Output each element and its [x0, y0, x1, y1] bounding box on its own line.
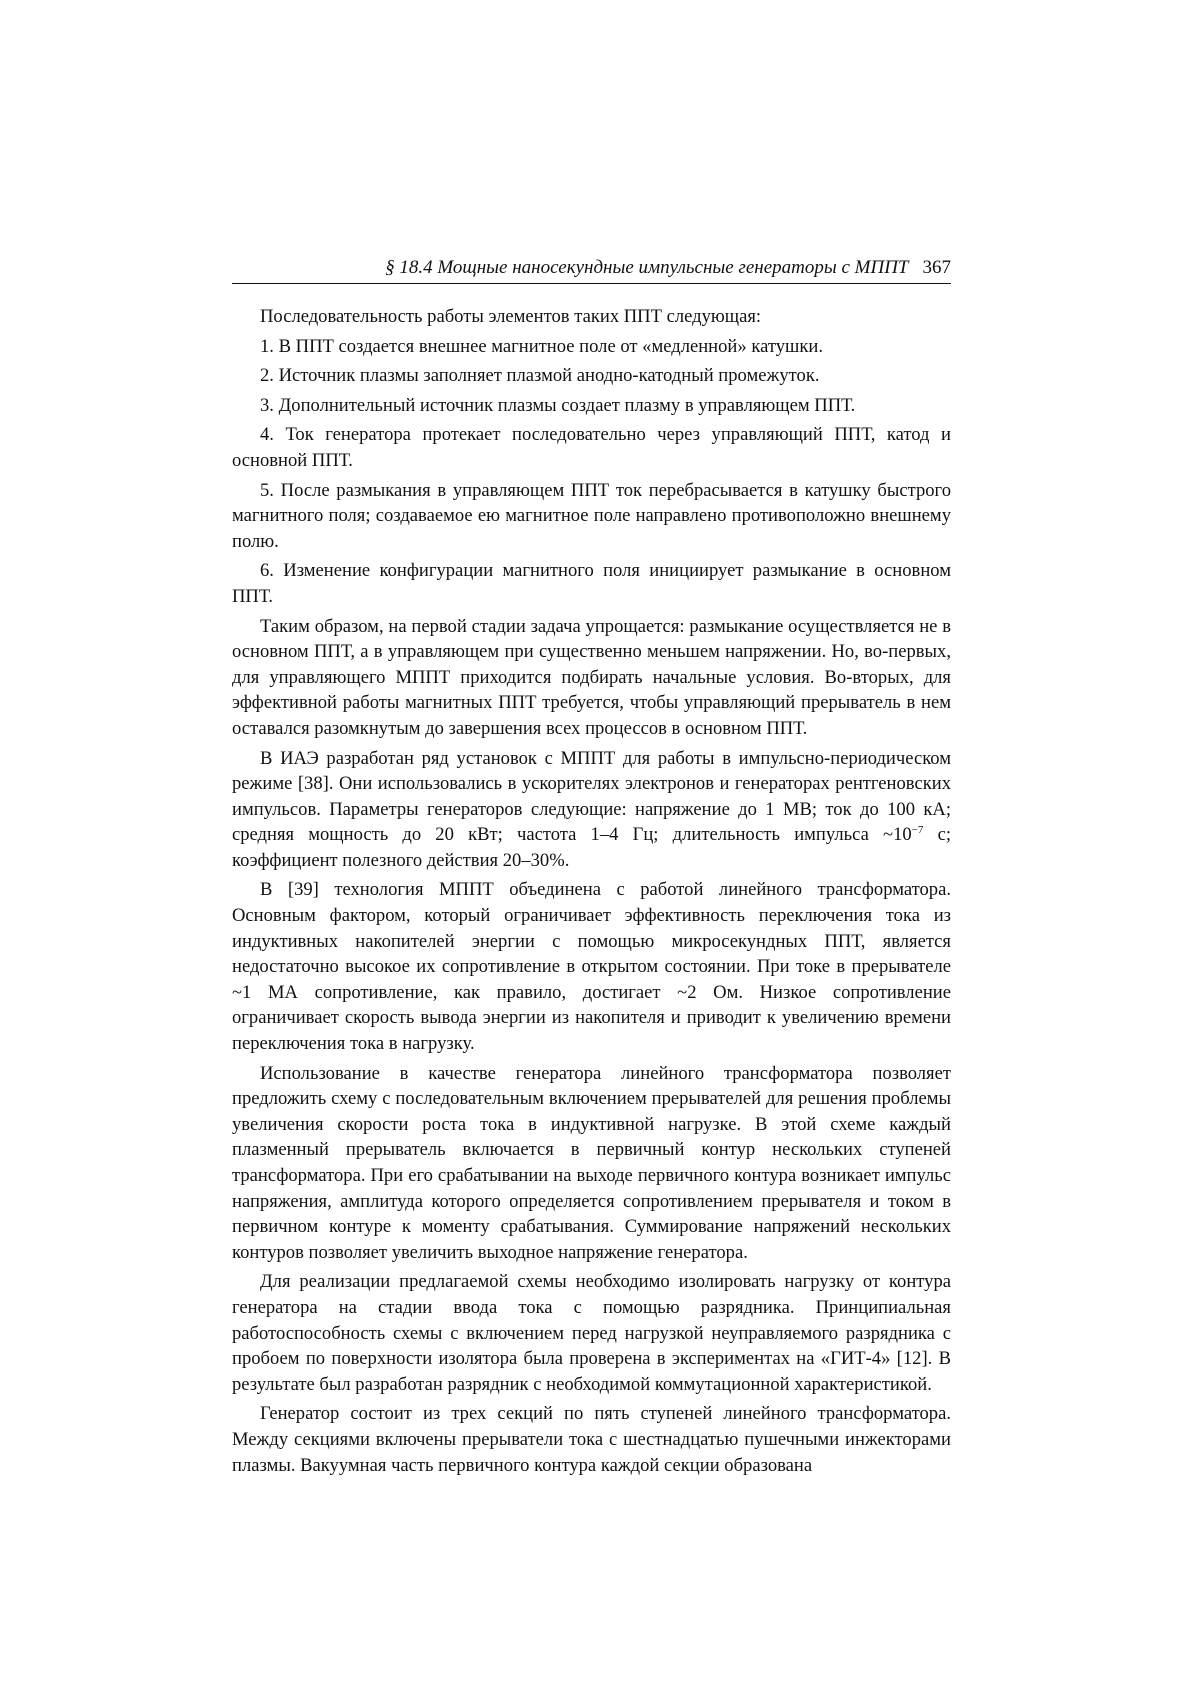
paragraph-2-text-b: с; коэффициент полезного действия 20–30%.: [232, 824, 951, 871]
paragraph-6: Генератор состоит из трех секций по пять ступеней линейного трансформатора. Между секциями включены прерыватели тока с шестнадцатью пушечными инжекторами плазмы. Вакуумная часть первичного контура каждой секции образована: [232, 1403, 951, 1476]
list-item-3: 3. Дополнительный источник плазмы создает плазму в управляющем ППТ.: [260, 394, 856, 416]
running-header: [232, 256, 951, 284]
section-title: § 18.4 Мощные наносекундные импульсные генераторы с МППТ: [385, 257, 909, 278]
list-item-5: 5. После размыкания в управляющем ППТ ток перебрасывается в катушку быстрого магнитного поля; создаваемое ею магнитное поле направлено противоположно внешнему полю.: [232, 479, 951, 552]
paragraph-1: Таким образом, на первой стадии задача упрощается: размыкание осуществляется не в основном ППТ, а в управляющем при существенно меньшем напряжении. Но, во-первых, для управляющего МППТ приходится подбирать начальные условия. Во-вторых, для эффективной работы магнитных ППТ требуется, чтобы управляющий прерыватель в нем оставался разомкнутым до завершения всех процессов в основном ППТ.: [232, 615, 951, 739]
list-item-4: 4. Ток генератора протекает последовательно через управляющий ППТ, катод и основной ППТ.: [232, 424, 951, 471]
list-item-6: 6. Изменение конфигурации магнитного поля инициирует размыкание в основном ППТ.: [232, 560, 951, 607]
paragraph-5: Для реализации предлагаемой схемы необходимо изолировать нагрузку от контура генератора на стадии ввода тока с помощью разрядника. Принципиальная работоспособность схемы с включением перед нагрузкой неуправляемого разрядника с пробоем по поверхности изолятора была проверена в экспериментах на «ГИТ-4» [12]. В результате был разработан разрядник с необходимой коммутационной характеристикой.: [232, 1271, 951, 1395]
paragraph-4: Использование в качестве генератора линейного трансформатора позволяет предложить схему с последовательным включением прерывателей для решения проблемы увеличения скорости роста тока в индуктивной нагрузке. В этой схеме каждый плазменный прерыватель включается в первичный контур нескольких ступеней трансформатора. При его срабатывании на выходе первичного контура возникает импульс напряжения, амплитуда которого определяется сопротивлением прерывателя и током в первичном контуре к моменту срабатывания. Суммирование напряжений нескольких контуров позволяет увеличить выходное напряжение генератора.: [232, 1062, 951, 1263]
intro-paragraph: Последовательность работы элементов таких ППТ следующая:: [260, 306, 762, 327]
exponent: −7: [911, 824, 924, 837]
page-number: 367: [922, 257, 951, 278]
body-text: [232, 304, 951, 1478]
list-item-2: 2. Источник плазмы заполняет плазмой анодно-катодный промежуток.: [260, 365, 820, 387]
paragraph-2-text-a: В ИАЭ разработан ряд установок с МППТ для работы в импульсно-периодическом режиме [38]. Они использовались в ускорителях электронов и генераторах рентгеновских импульсов. Параметры генераторов следующие: напряжение до 1 МВ; ток до 100 кА; средняя мощность до 20 кВт; частота 1–4 Гц; длительность импульса ~10: [232, 747, 951, 846]
paragraph-3: В [39] технология МППТ объединена с работой линейного трансформатора. Основным фактором, который ограничивает эффективность переключения тока из индуктивных накопителей энергии с помощью микросекундных ППТ, является недостаточно высокое их сопротивление в открытом состоянии. При токе в прерывателе ~1 МА сопротивление, как правило, достигает ~2 Ом. Низкое сопротивление ограничивает скорость вывода энергии из накопителя и приводит к увеличению времени переключения тока в нагрузку.: [232, 879, 951, 1055]
book-page: [232, 256, 951, 1482]
list-item-1: 1. В ППТ создается внешнее магнитное поле от «медленной» катушки.: [260, 335, 823, 357]
paragraph-2: [232, 746, 951, 874]
